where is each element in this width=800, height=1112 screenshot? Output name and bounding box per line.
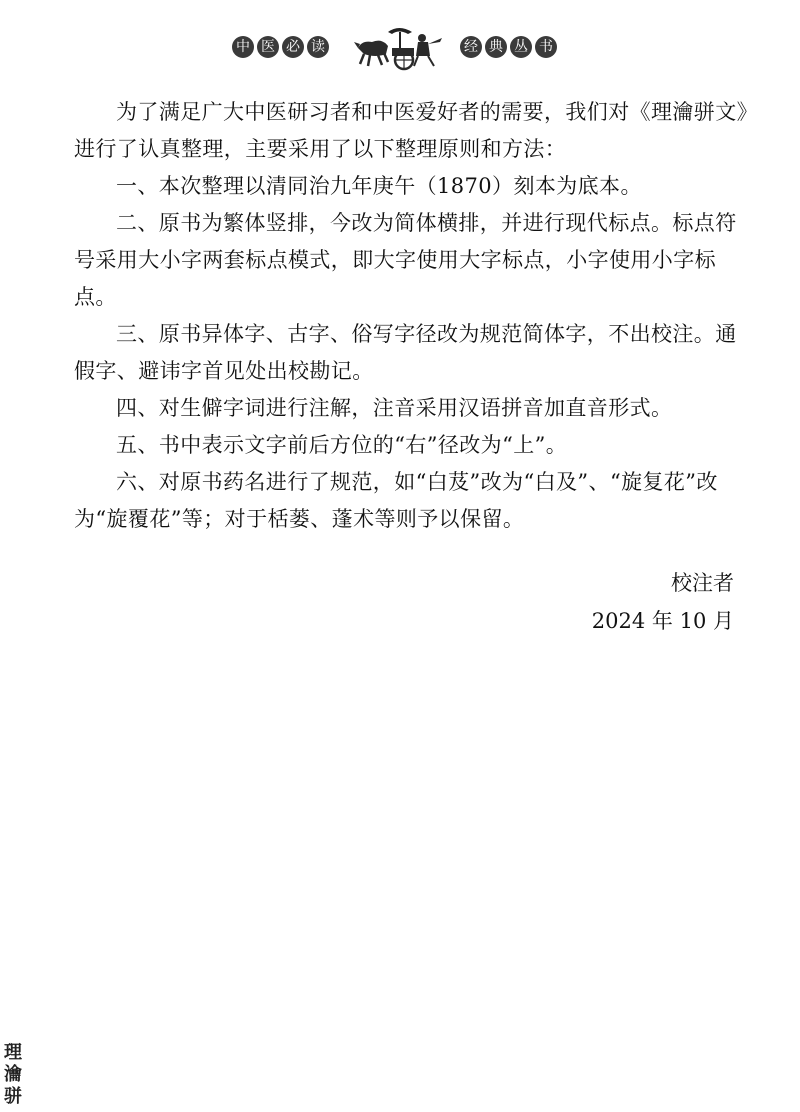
series-header bbox=[0, 24, 800, 76]
intro-paragraph: 为了满足广大中医研习者和中医爱好者的需要，我们对《理瀹骈文》进行了认真整理，主要采用了以下整理原则和方法： bbox=[74, 100, 748, 161]
header-char-badge: 医 bbox=[257, 36, 279, 58]
header-char-badge: 必 bbox=[282, 36, 304, 58]
side-mark-char: 骈 bbox=[4, 1086, 22, 1107]
header-char-badge: 经 bbox=[460, 36, 482, 58]
side-mark-char: 理 bbox=[4, 1042, 22, 1063]
signature-date: 2024 年 10 月 bbox=[591, 609, 734, 633]
principle-paragraph: 五、书中表示文字前后方位的“右”径改为“上”。 bbox=[116, 433, 568, 457]
principle-paragraph: 二、原书为繁体竖排，今改为简体横排，并进行现代标点。标点符号采用大小字两套标点模式，即大字使用大字标点，小字使用小字标点。 bbox=[74, 211, 737, 309]
signature-author: 校注者 bbox=[671, 571, 734, 595]
principle-paragraph: 六、对原书药名进行了规范，如“白芨”改为“白及”、“旋复花”改为“旋覆花”等；对于栝蒌、蓬术等则予以保留。 bbox=[74, 470, 718, 531]
side-mark-char: 瀹 bbox=[4, 1064, 22, 1085]
header-char-badge: 典 bbox=[485, 36, 507, 58]
header-char-badge: 读 bbox=[307, 36, 329, 58]
header-char-badge: 中 bbox=[232, 36, 254, 58]
principle-paragraph: 一、本次整理以清同治九年庚午（1870）刻本为底本。 bbox=[116, 174, 642, 198]
header-char-badge: 丛 bbox=[510, 36, 532, 58]
header-char-badge: 书 bbox=[535, 36, 557, 58]
editorial-notes bbox=[74, 94, 750, 538]
principle-paragraph: 三、原书异体字、古字、俗写字径改为规范简体字，不出校注。通假字、避讳字首见处出校勘记。 bbox=[74, 322, 737, 383]
chariot-emblem-icon bbox=[352, 24, 446, 72]
book-title-side-mark bbox=[4, 1042, 30, 1108]
principle-paragraph: 四、对生僻字词进行注解，注音采用汉语拼音加直音形式。 bbox=[116, 396, 673, 420]
